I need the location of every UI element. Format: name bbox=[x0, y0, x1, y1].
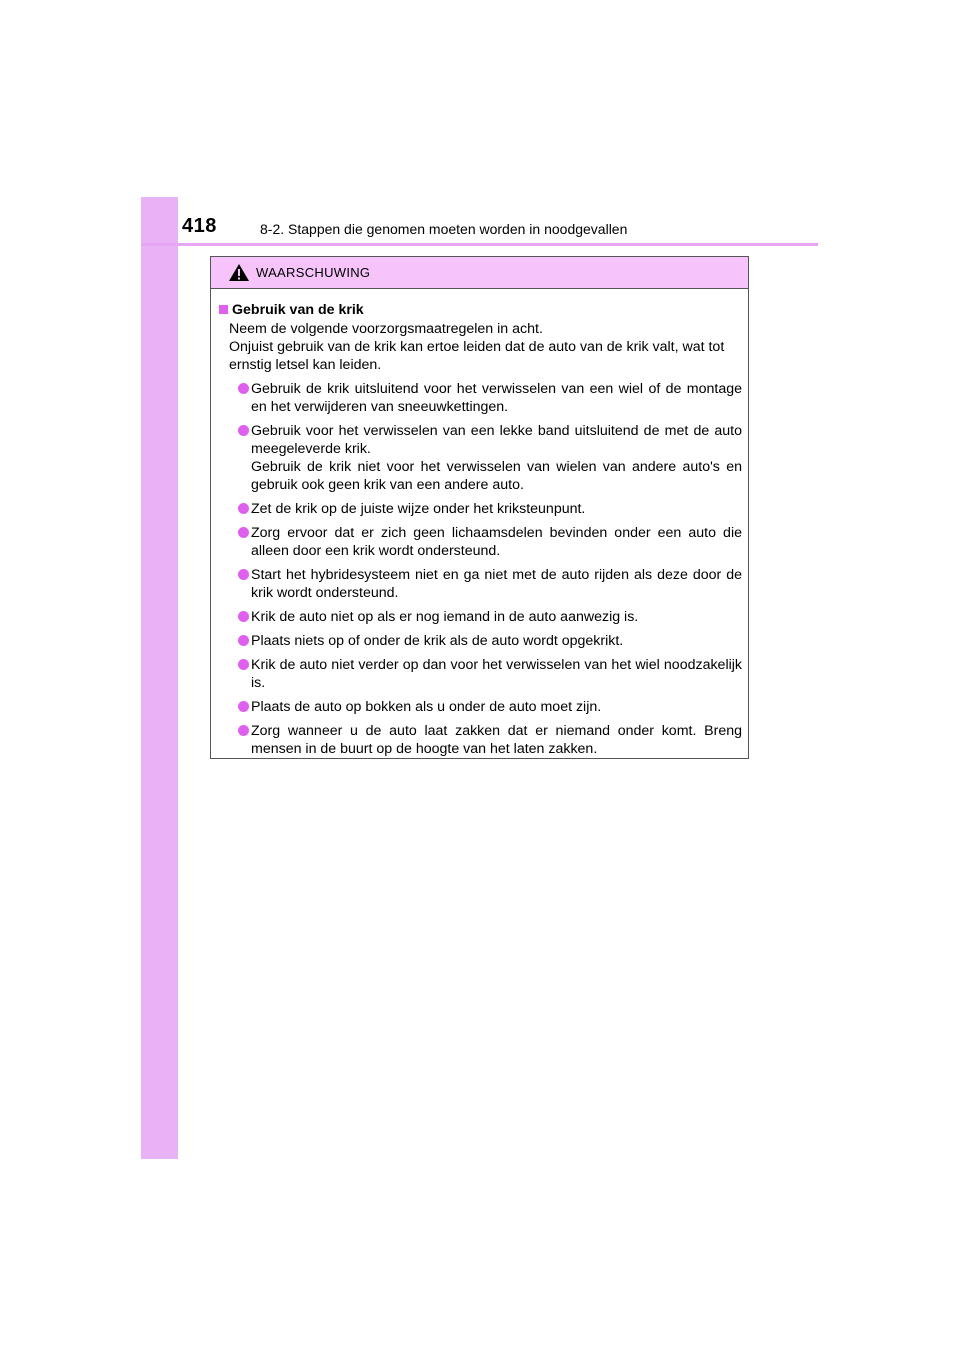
warning-box bbox=[210, 256, 749, 759]
intro-line: Neem de volgende voorzorgsmaatregelen in acht. bbox=[229, 321, 543, 337]
warning-header bbox=[211, 257, 748, 289]
section-title: 8-2. Stappen die genomen moeten worden in noodgevallen bbox=[260, 221, 628, 237]
list-item-text: Gebruik de krik niet voor het verwisselen van wielen van andere auto's en gebruik ook geen krik van een andere auto. bbox=[251, 459, 742, 493]
list-item-text: Krik de auto niet op als er nog iemand in de auto aanwezig is. bbox=[251, 609, 639, 625]
list-item-text: Gebruik de krik uitsluitend voor het verwisselen van een wiel of de montage en het verwijderen van sneeuwkettingen. bbox=[251, 381, 742, 415]
bullet-dot-icon bbox=[238, 635, 249, 646]
warning-heading: Gebruik van de krik bbox=[232, 302, 364, 318]
list-item bbox=[240, 524, 742, 560]
bullet-dot-icon bbox=[238, 701, 249, 712]
warning-triangle-icon bbox=[228, 263, 250, 282]
list-item bbox=[240, 566, 742, 602]
list-item-text: Krik de auto niet verder op dan voor het verwisselen van het wiel noodzakelijk is. bbox=[251, 657, 742, 691]
list-item-text: Zorg wanneer u de auto laat zakken dat er niemand onder komt. Breng mensen in de buurt op de hoogte van het laten zakken. bbox=[251, 723, 742, 757]
bullet-dot-icon bbox=[238, 527, 249, 538]
chapter-side-tab bbox=[141, 197, 178, 1159]
page-number: 418 bbox=[182, 215, 217, 237]
list-item-text: Gebruik voor het verwisselen van een lekke band uitsluitend de met de auto meegeleverde krik. bbox=[251, 423, 742, 457]
list-item bbox=[240, 608, 742, 626]
list-item bbox=[240, 422, 742, 494]
bullet-dot-icon bbox=[238, 725, 249, 736]
bullet-dot-icon bbox=[238, 659, 249, 670]
list-item-text: Zet de krik op de juiste wijze onder het kriksteunpunt. bbox=[251, 501, 586, 517]
precaution-list bbox=[219, 380, 742, 758]
header-rule bbox=[141, 243, 818, 246]
list-item bbox=[240, 500, 742, 518]
list-item bbox=[240, 632, 742, 650]
list-item-text: Plaats niets op of onder de krik als de auto wordt opgekrikt. bbox=[251, 633, 624, 649]
bullet-dot-icon bbox=[238, 611, 249, 622]
list-item bbox=[240, 722, 742, 758]
list-item bbox=[240, 656, 742, 692]
list-item-text: Zorg ervoor dat er zich geen lichaamsdelen bevinden onder een auto die alleen door een krik wordt ondersteund. bbox=[251, 525, 742, 559]
intro-line: Onjuist gebruik van de krik kan ertoe leiden dat de auto van de krik valt, wat tot ernstig letsel kan leiden. bbox=[229, 339, 725, 373]
bullet-dot-icon bbox=[238, 425, 249, 436]
warning-intro bbox=[219, 320, 742, 374]
square-bullet-icon bbox=[219, 305, 228, 314]
warning-body bbox=[211, 289, 748, 758]
warning-label: WAARSCHUWING bbox=[256, 265, 371, 280]
bullet-dot-icon bbox=[238, 383, 249, 394]
list-item bbox=[240, 380, 742, 416]
list-item-text: Plaats de auto op bokken als u onder de auto moet zijn. bbox=[251, 699, 602, 715]
warning-heading-row bbox=[219, 301, 742, 319]
bullet-dot-icon bbox=[238, 569, 249, 580]
list-item bbox=[240, 698, 742, 716]
bullet-dot-icon bbox=[238, 503, 249, 514]
list-item-text: Start het hybridesysteem niet en ga niet met de auto rijden als deze door de krik wordt ondersteund. bbox=[251, 567, 742, 601]
